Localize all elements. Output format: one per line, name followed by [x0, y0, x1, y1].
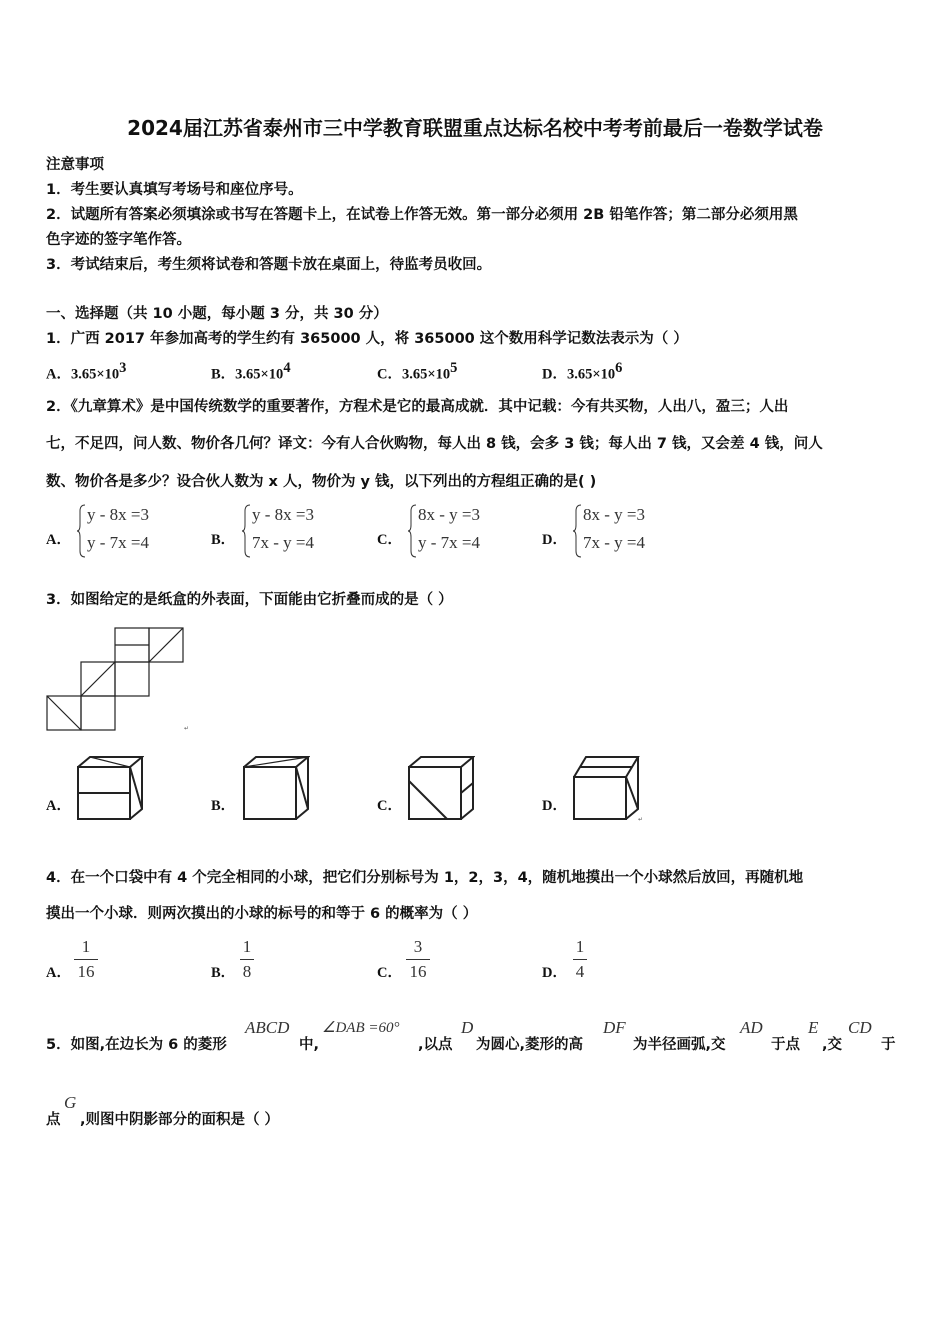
cube-net-figure — [44, 626, 194, 736]
option-label: A． — [46, 532, 71, 548]
page-title: 2024届江苏省泰州市三中学教育联盟重点达标名校中考考前最后一卷数学试卷 — [127, 116, 823, 140]
question-5-text: 为半径画弧,交 — [633, 1037, 726, 1053]
equation: 7x - y =4 — [583, 533, 645, 552]
fraction-d — [573, 936, 587, 983]
question-5-text: 于 — [881, 1037, 896, 1053]
option-exponent: 4 — [283, 360, 291, 376]
math-term: ∠DAB =60° — [322, 1020, 400, 1036]
option-label: B． — [211, 366, 236, 383]
brace-icon — [573, 503, 583, 559]
question-5-text: 点 — [46, 1112, 61, 1128]
q1-option-c — [377, 360, 457, 383]
option-label: D． — [542, 798, 567, 814]
math-term: AD — [740, 1018, 763, 1037]
equation: y - 8x =3 — [87, 505, 149, 524]
equation-system-d — [573, 503, 693, 559]
math-term: G — [64, 1093, 77, 1112]
denominator: 4 — [575, 962, 585, 981]
equation-system-a — [77, 503, 197, 559]
option-label: D． — [542, 366, 567, 383]
question-5-text: 为圆心,菱形的高 — [476, 1037, 584, 1053]
cube-option-a — [74, 755, 144, 825]
svg-text:↵: ↵ — [638, 816, 644, 823]
question-5-text: ,交 — [822, 1037, 843, 1053]
equation-system-b — [242, 503, 362, 559]
denominator: 16 — [409, 962, 427, 981]
brace-icon — [77, 503, 87, 559]
question-2-line: 七，不足四，问人数、物价各几何？译文：今有人合伙购物，每人出 8 钱，会多 3 钱；每人出 7 钱，又会差 4 钱，问人 — [46, 436, 823, 452]
math-term: D — [461, 1018, 474, 1037]
notice-heading: 注意事项 — [46, 157, 104, 173]
numerator: 3 — [413, 937, 423, 956]
math-term: ABCD — [245, 1018, 290, 1037]
option-exponent: 5 — [450, 360, 458, 376]
equation: 8x - y =3 — [583, 505, 645, 524]
fraction-a — [74, 936, 98, 983]
cube-option-c — [405, 755, 475, 825]
option-label: A． — [46, 798, 71, 814]
brace-icon — [408, 503, 418, 559]
denominator: 8 — [242, 962, 252, 981]
q1-option-a — [46, 360, 126, 383]
question-5-text: 于点 — [771, 1037, 800, 1053]
question-2-line: 数、物价各是多少？设合伙人数为 x 人，物价为 y 钱，以下列出的方程组正确的是( ) — [46, 474, 597, 490]
question-4-line: 摸出一个小球．则两次摸出的小球的标号的和等于 6 的概率为（ ） — [46, 906, 478, 922]
option-label: B． — [211, 798, 236, 814]
notice-item: 1．考生要认真填写考场号和座位序号。 — [46, 182, 303, 198]
option-label: D． — [542, 532, 567, 548]
question-5-text: ,则图中阴影部分的面积是（ ） — [80, 1112, 280, 1128]
question-1-stem: 1．广西 2017 年参加高考的学生约有 365000 人，将 365000 这个数用科学记数法表示为（ ） — [46, 331, 688, 347]
option-value: 3.65×10 — [70, 366, 120, 383]
option-label: B． — [211, 965, 236, 981]
fraction-b — [240, 936, 254, 983]
equation-system-c — [408, 503, 528, 559]
option-value: 3.65×10 — [235, 366, 284, 383]
option-label: A． — [46, 366, 71, 383]
option-value: 3.65×10 — [401, 366, 451, 383]
notice-item: 3．考试结束后，考生须将试卷和答题卡放在桌面上，待监考员收回。 — [46, 257, 492, 273]
question-4-line: 4．在一个口袋中有 4 个完全相同的小球，把它们分别标号为 1，2，3，4，随机地摸出一个小球然后放回，再随机地 — [46, 870, 804, 886]
question-2-line: 2．《九章算术》是中国传统数学的重要著作，方程术是它的最高成就．其中记载：今有共买物，人出八，盈三；人出 — [46, 399, 789, 415]
question-3-stem: 3．如图给定的是纸盒的外表面，下面能由它折叠而成的是（ ） — [46, 592, 453, 608]
math-term: CD — [848, 1018, 872, 1037]
option-label: B． — [211, 532, 236, 548]
equation: y - 7x =4 — [418, 533, 480, 552]
equation: y - 8x =3 — [252, 505, 314, 524]
svg-text:↵: ↵ — [184, 725, 190, 732]
q1-option-d — [542, 360, 622, 383]
section-heading: 一、选择题（共 10 小题，每小题 3 分，共 30 分） — [46, 306, 388, 322]
option-label: C． — [377, 532, 402, 548]
numerator: 1 — [81, 937, 91, 956]
option-exponent: 3 — [119, 360, 127, 376]
question-5-text: 5．如图,在边长为 6 的菱形 — [46, 1037, 227, 1053]
question-5-text: ,以点 — [418, 1037, 453, 1053]
brace-icon — [242, 503, 252, 559]
math-term: E — [808, 1018, 819, 1037]
cube-option-b — [240, 755, 310, 825]
q1-option-b — [211, 360, 291, 383]
option-label: C． — [377, 366, 402, 383]
denominator: 16 — [77, 962, 95, 981]
equation: y - 7x =4 — [87, 533, 149, 552]
equation: 8x - y =3 — [418, 505, 480, 524]
equation: 7x - y =4 — [252, 533, 314, 552]
option-label: C． — [377, 798, 402, 814]
option-label: A． — [46, 965, 71, 981]
numerator: 1 — [575, 937, 585, 956]
option-exponent: 6 — [615, 360, 623, 376]
question-5-text: 中, — [299, 1037, 320, 1053]
notice-item: 2．试题所有答案必须填涂或书写在答题卡上，在试卷上作答无效。第一部分必须用 2B 铅笔作答；第二部分必须用黑 — [46, 207, 798, 223]
notice-item: 色字迹的签字笔作答。 — [46, 232, 191, 248]
math-term: DF — [603, 1018, 626, 1037]
option-value: 3.65×10 — [566, 366, 616, 383]
cube-option-d — [570, 755, 644, 825]
option-label: C． — [377, 965, 402, 981]
option-label: D． — [542, 965, 567, 981]
fraction-c — [406, 936, 430, 983]
numerator: 1 — [242, 937, 252, 956]
